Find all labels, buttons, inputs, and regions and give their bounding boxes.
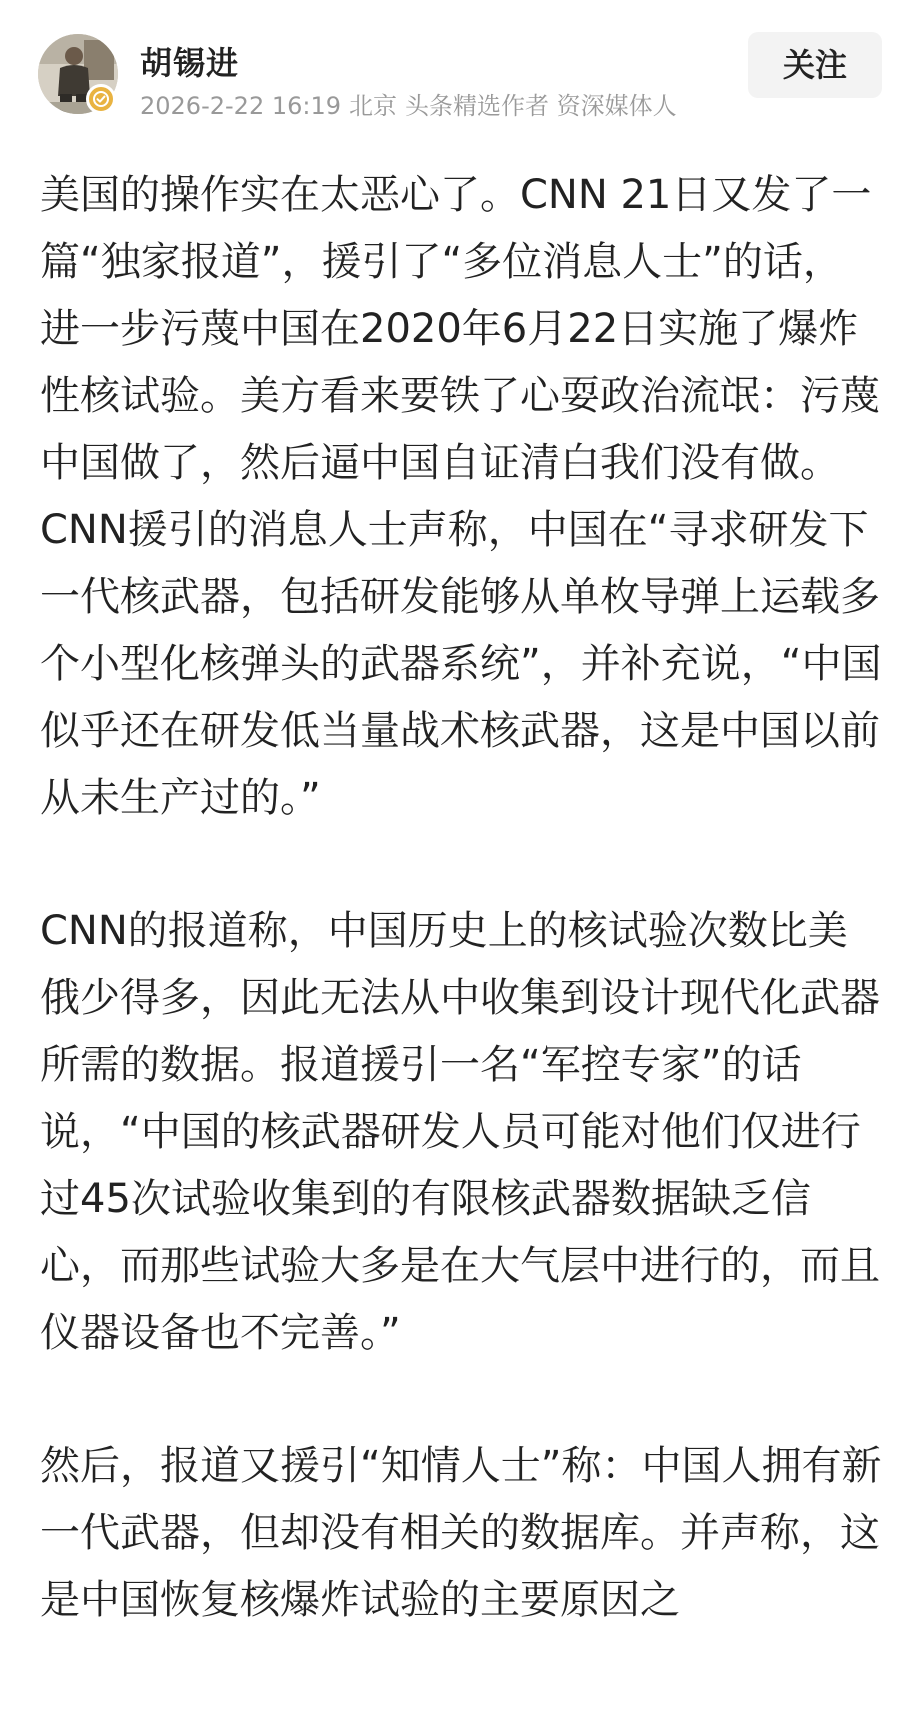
paragraph-2: CNN援引的消息人士声称，中国在“寻求研发下一代核武器，包括研发能够从单枚导弹上运载多个小型化核弹头的武器系统”，并补充说，“中国似乎还在研发低当量战术核武器，这是中国以前从未生产过的。”	[40, 507, 882, 821]
paragraph-1: 美国的操作实在太恶心了。CNN 21日又发了一篇“独家报道”，援引了“多位消息人士”的话，进一步污蔑中国在2020年6月22日实施了爆炸性核试验。美方看来要铁了心耍政治流氓：污蔑中国做了，然后逼中国自证清白我们没有做。	[40, 172, 880, 486]
verified-badge-icon	[86, 84, 116, 114]
post-location: 北京	[349, 92, 397, 120]
paragraph-3: CNN的报道称，中国历史上的核试验次数比美俄少得多，因此无法从中收集到设计现代化武器所需的数据。报道援引一名“军控专家”的话说，“中国的核武器研发人员可能对他们仅进行过45次试验收集到的有限核武器数据缺乏信心，而那些试验大多是在大气层中进行的，而且仪器设备也不完善。”	[40, 908, 880, 1356]
follow-button[interactable]: 关注	[748, 32, 882, 98]
author-tags: 头条精选作者 资深媒体人	[405, 92, 677, 120]
post-content	[40, 162, 882, 1634]
paragraph-4: 然后，报道又援引“知情人士”称：中国人拥有新一代武器，但却没有相关的数据库。并声称，这是中国恢复核爆炸试验的主要原因之	[40, 1443, 882, 1623]
post-datetime: 2026-2-22 16:19	[140, 92, 341, 120]
author-name[interactable]: 胡锡进	[140, 44, 240, 82]
post-header	[0, 0, 922, 130]
post-meta	[140, 86, 685, 121]
